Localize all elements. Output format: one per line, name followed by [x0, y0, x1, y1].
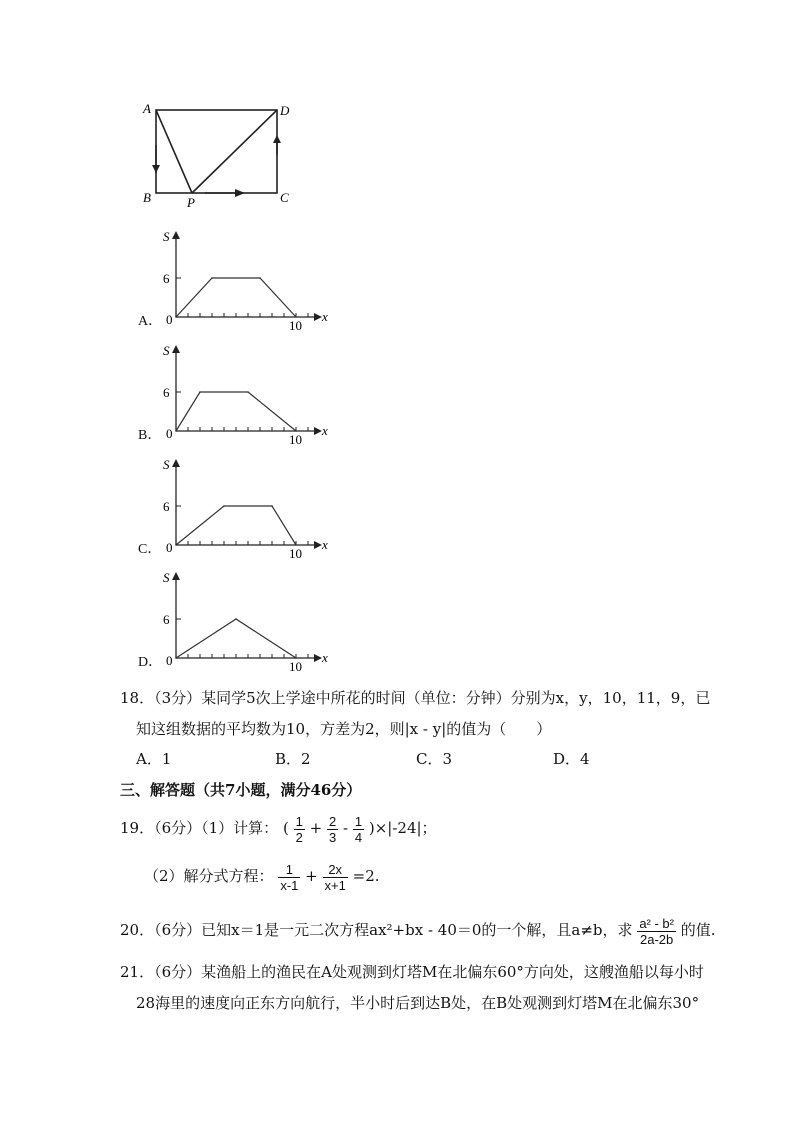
data-point [199, 391, 201, 393]
x-axis-label: x [322, 309, 328, 324]
data-point [271, 505, 273, 507]
rectangle-figure [135, 95, 305, 210]
option-label: B． [138, 428, 162, 443]
q20 [120, 914, 716, 947]
origin-label: 0 [166, 540, 173, 555]
series-line [176, 392, 296, 431]
fraction-a2-b2-over-2a-2b: $\frac{\text{a² - b²}}{2a-2b}$ [639, 915, 674, 947]
data-point [295, 657, 297, 659]
data-point [211, 277, 213, 279]
q19-paren: ( [282, 819, 289, 837]
section-3-heading: 三、解答题（共7小题，满分46分） [120, 781, 362, 799]
q19-tail: )×|-24|； [368, 819, 437, 837]
plus-sign-2: + [305, 867, 318, 885]
origin-label: 0 [166, 426, 173, 441]
label-P: P [187, 195, 195, 210]
q19-part1 [120, 812, 437, 845]
q18-option-d: D．4 [553, 750, 590, 768]
y-axis-label: S [163, 457, 170, 472]
origin-label: 0 [166, 312, 173, 327]
x-axis-arrow [314, 427, 322, 435]
q18-option-a: A．1 [136, 750, 172, 768]
q18-line2: 知这组数据的平均数为10，方差为2，则|x - y|的值为（ ） [136, 720, 552, 738]
x-tick-label: 10 [289, 546, 302, 560]
y-axis-label: S [163, 343, 170, 358]
x-axis-arrow [314, 654, 322, 662]
origin-label: 0 [166, 653, 173, 668]
q21-line1: 21．（6分）某渔船上的渔民在A处观测到灯塔M在北偏东60°方向处，这艘渔船以每小时 [120, 963, 704, 981]
option-label: D． [138, 655, 163, 670]
series-line [176, 619, 296, 658]
q18-option-c: C．3 [416, 750, 453, 768]
data-point [235, 618, 237, 620]
data-point [175, 544, 177, 546]
x-tick-label: 10 [289, 432, 302, 446]
y-axis-arrow [172, 231, 180, 239]
fraction-1-4: $\frac{1}{4}$ [354, 813, 363, 845]
y-axis-label: S [163, 229, 170, 244]
q19-part2 [144, 860, 380, 893]
fraction-1-2: $\frac{1}{2}$ [295, 813, 303, 845]
option-label: A． [138, 314, 163, 329]
q19-part2-prefix: （2）解分式方程： [144, 867, 274, 885]
series-line [176, 278, 296, 317]
x-axis-label: x [322, 537, 328, 552]
label-D: D [280, 103, 290, 118]
q20-tail: 的值. [680, 921, 716, 939]
data-point [175, 430, 177, 432]
plus-sign: + [309, 819, 323, 837]
data-point [295, 544, 297, 546]
y-axis-arrow [172, 459, 180, 467]
y-tick-label: 6 [163, 499, 170, 514]
data-point [175, 657, 177, 659]
q18-line1: 18．（3分）某同学5次上学途中所花的时间（单位：分钟）分别为x，y，10，11，9，已 [120, 689, 711, 707]
y-axis-label: S [163, 570, 170, 585]
x-axis-label: x [322, 423, 328, 438]
q20-text: 20．（6分）已知x＝1是一元二次方程ax²+bx - 40＝0的一个解，且a≠b，求 [120, 921, 633, 939]
graph-d [156, 568, 336, 673]
minus-sign: - [343, 819, 349, 837]
y-tick-label: 6 [163, 612, 170, 627]
x-axis-label: x [322, 650, 328, 665]
q19-prefix: 19．（6分）（1）计算： [120, 819, 279, 837]
x-axis-arrow [314, 313, 322, 321]
x-tick-label: 10 [289, 318, 302, 332]
fraction-2x-over-x+1: $\frac{2x}{x+1}$ [324, 861, 346, 893]
label-C: C [280, 190, 289, 205]
q18-option-b: B．2 [275, 750, 311, 768]
x-tick-label: 10 [289, 659, 302, 673]
label-A: A [143, 101, 151, 116]
fraction-1-over-x-1: $\frac{1}{x-1}$ [280, 861, 299, 893]
graph-c [156, 455, 336, 560]
y-axis-arrow [172, 345, 180, 353]
fraction-2-3: $\frac{2}{3}$ [328, 813, 337, 845]
graph-a [156, 227, 336, 332]
y-tick-label: 6 [163, 271, 170, 286]
series-line [176, 506, 296, 545]
y-tick-label: 6 [163, 385, 170, 400]
data-point [247, 391, 249, 393]
x-axis-arrow [314, 541, 322, 549]
option-label: C． [138, 542, 162, 557]
graph-b [156, 341, 336, 446]
y-axis-arrow [172, 572, 180, 580]
data-point [259, 277, 261, 279]
q21-line2: 28海里的速度向正东方向航行，半小时后到达B处，在B处观测到灯塔M在北偏东30° [136, 994, 700, 1012]
label-B: B [143, 190, 151, 205]
data-point [295, 316, 297, 318]
data-point [175, 316, 177, 318]
equation-tail: =2. [352, 867, 380, 885]
data-point [223, 505, 225, 507]
data-point [295, 430, 297, 432]
